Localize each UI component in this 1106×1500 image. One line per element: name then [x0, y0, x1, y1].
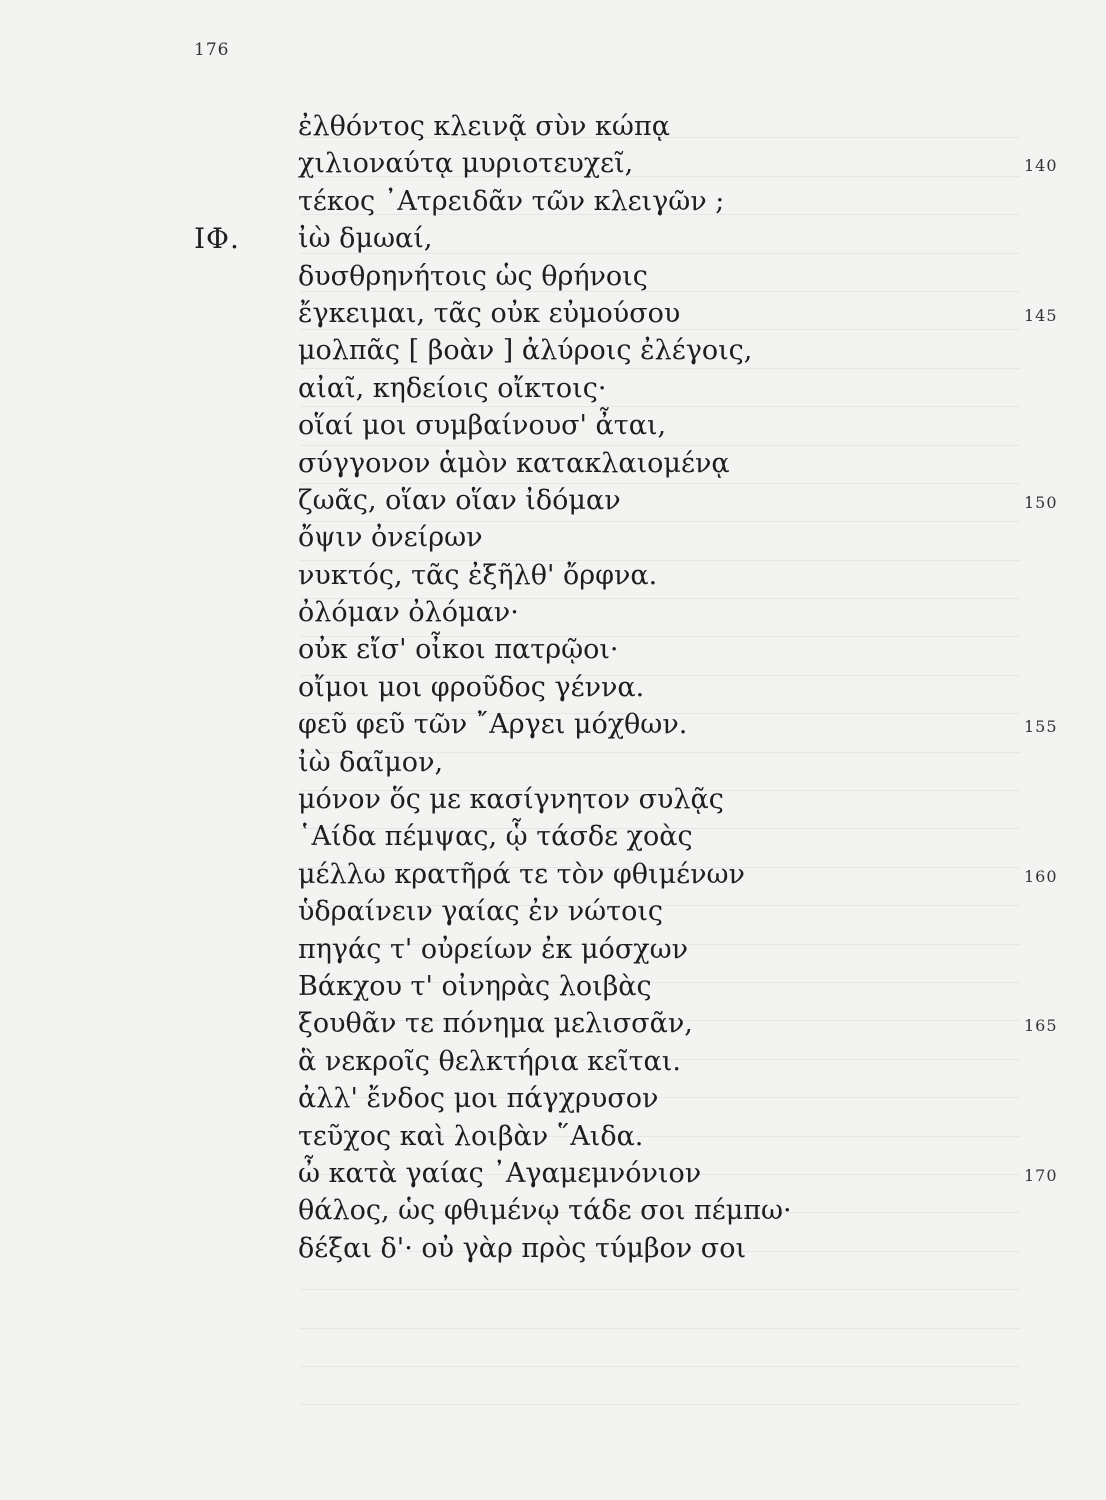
verse-line-text: τεῦχος καὶ λοιβὰν ῞Αιδα. [298, 1120, 644, 1152]
verse-line-text: πηγάς τ' οὐρείων ἐκ μόσχων [298, 933, 689, 965]
bleed-through-line [300, 1290, 1020, 1328]
verse-line-text: νυκτός, τᾶς ἐξῆλθ' ὄρφνα. [298, 559, 658, 591]
verse-line-text: μέλλω κρατῆρά τε τὸν φθιμένων [298, 858, 745, 890]
line-number: 170 [1024, 1165, 1058, 1185]
verse-line [298, 1118, 1018, 1155]
verse-line-text: ζωᾶς, οἵαν οἵαν ἰδόμαν [298, 484, 621, 516]
verse-line-text: δέξαι δ'· οὐ γὰρ πρὸς τύμβον σοι [298, 1232, 747, 1264]
verse-line-text: αἰαῖ, κηδείοις οἴκτοις· [298, 372, 607, 404]
verse-line [298, 669, 1018, 706]
verse-line [298, 706, 1058, 743]
verse-line [298, 931, 1018, 968]
verse-line-text: ὄψιν ὀνείρων [298, 522, 483, 554]
verse-line-text: ἃ νεκροῖς θελκτήρια κεῖται. [298, 1045, 681, 1077]
line-number: 165 [1024, 1016, 1058, 1036]
verse-line [298, 557, 1018, 594]
line-number: 150 [1024, 492, 1058, 512]
verse-line [298, 893, 1018, 930]
verse-line-text: οἴμοι μοι φροῦδος γέννα. [298, 671, 645, 703]
verse-line [298, 818, 1018, 855]
line-number: 145 [1024, 305, 1058, 325]
verse-line-text: ὑδραίνειν γαίας ἐν νώτοις [298, 896, 664, 928]
verse-line-text: μολπᾶς [ βοὰν ] ἀλύροις ἐλέγοις, [298, 335, 753, 367]
verse-line-text: ἔγκειμαι, τᾶς οὐκ εὐμούσου [298, 297, 681, 329]
verse-line-text: οἵαί μοι συμβαίνουσ' ἆται, [298, 410, 667, 442]
verse-line-text: ὀλόμαν ὀλόμαν· [298, 597, 519, 629]
page-number: 176 [194, 40, 230, 60]
verse-line-text: χιλιοναύτᾳ μυριοτευχεῖ, [298, 148, 634, 180]
verse-line-text: ἀλλ' ἔνδος μοι πάγχρυσον [298, 1083, 659, 1115]
verse-line-text: ἰὼ δμωαί, [298, 223, 433, 255]
verse-line-text: φεῦ φεῦ τῶν ῎Αργει μόχθων. [298, 709, 688, 741]
verse-line-text: δυσθρηνήτοις ὡς θρήνοις [298, 260, 648, 292]
speaker-label: ΙΦ. [194, 222, 240, 256]
verse-line [298, 1080, 1018, 1117]
bleed-through-line [300, 1367, 1020, 1405]
verse-line [298, 295, 1058, 332]
verse-line [298, 370, 1018, 407]
verse-line [298, 258, 1018, 295]
verse-line [298, 445, 1018, 482]
verse-line [194, 220, 1018, 257]
verse-line [298, 1192, 1018, 1229]
verse-line [298, 145, 1058, 182]
verse-line [298, 968, 1018, 1005]
verse-line [298, 183, 1018, 220]
verse-text [194, 108, 1058, 1267]
verse-line [298, 781, 1018, 818]
line-number: 140 [1024, 156, 1058, 176]
verse-line [298, 108, 1018, 145]
verse-line [298, 631, 1018, 668]
verse-line-text: ὦ κατὰ γαίας ᾿Αγαμεμνόνιον [298, 1157, 702, 1189]
verse-line [298, 594, 1018, 631]
verse-line-text: μόνον ὅς με κασίγνητον συλᾷς [298, 784, 724, 816]
verse-line-text: θάλος, ὡς φθιμένῳ τάδε σοι πέμπω· [298, 1195, 792, 1227]
verse-line-text: ξουθᾶν τε πόνημα μελισσᾶν, [298, 1008, 693, 1040]
bleed-through-line [300, 1329, 1020, 1367]
verse-line [298, 1005, 1058, 1042]
verse-line [298, 744, 1018, 781]
verse-line-text: οὐκ εἴσ' οἶκοι πατρῷοι· [298, 634, 619, 666]
verse-line-text: ἰὼ δαῖμον, [298, 746, 444, 778]
verse-line [298, 407, 1018, 444]
verse-line [298, 856, 1058, 893]
verse-line [298, 1230, 1018, 1267]
line-number: 155 [1024, 717, 1058, 737]
verse-line-text: Βάκχου τ' οἰνηρὰς λοιβὰς [298, 970, 652, 1002]
verse-line-text: ἐλθόντος κλεινᾷ σὺν κώπᾳ [298, 111, 670, 142]
verse-line [298, 1043, 1018, 1080]
verse-line [298, 1155, 1058, 1192]
verse-line [298, 332, 1018, 369]
verse-line-text: τέκος ᾿Ατρειδᾶν τῶν κλειγῶν ; [298, 185, 725, 217]
verse-line [298, 482, 1058, 519]
verse-line-text: σύγγονον ἁμὸν κατακλαιομένᾳ [298, 447, 730, 479]
line-number: 160 [1024, 866, 1058, 886]
verse-line [298, 519, 1018, 556]
verse-line-text: ῾Αίδα πέμψας, ᾧ τάσδε χοὰς [298, 821, 693, 853]
